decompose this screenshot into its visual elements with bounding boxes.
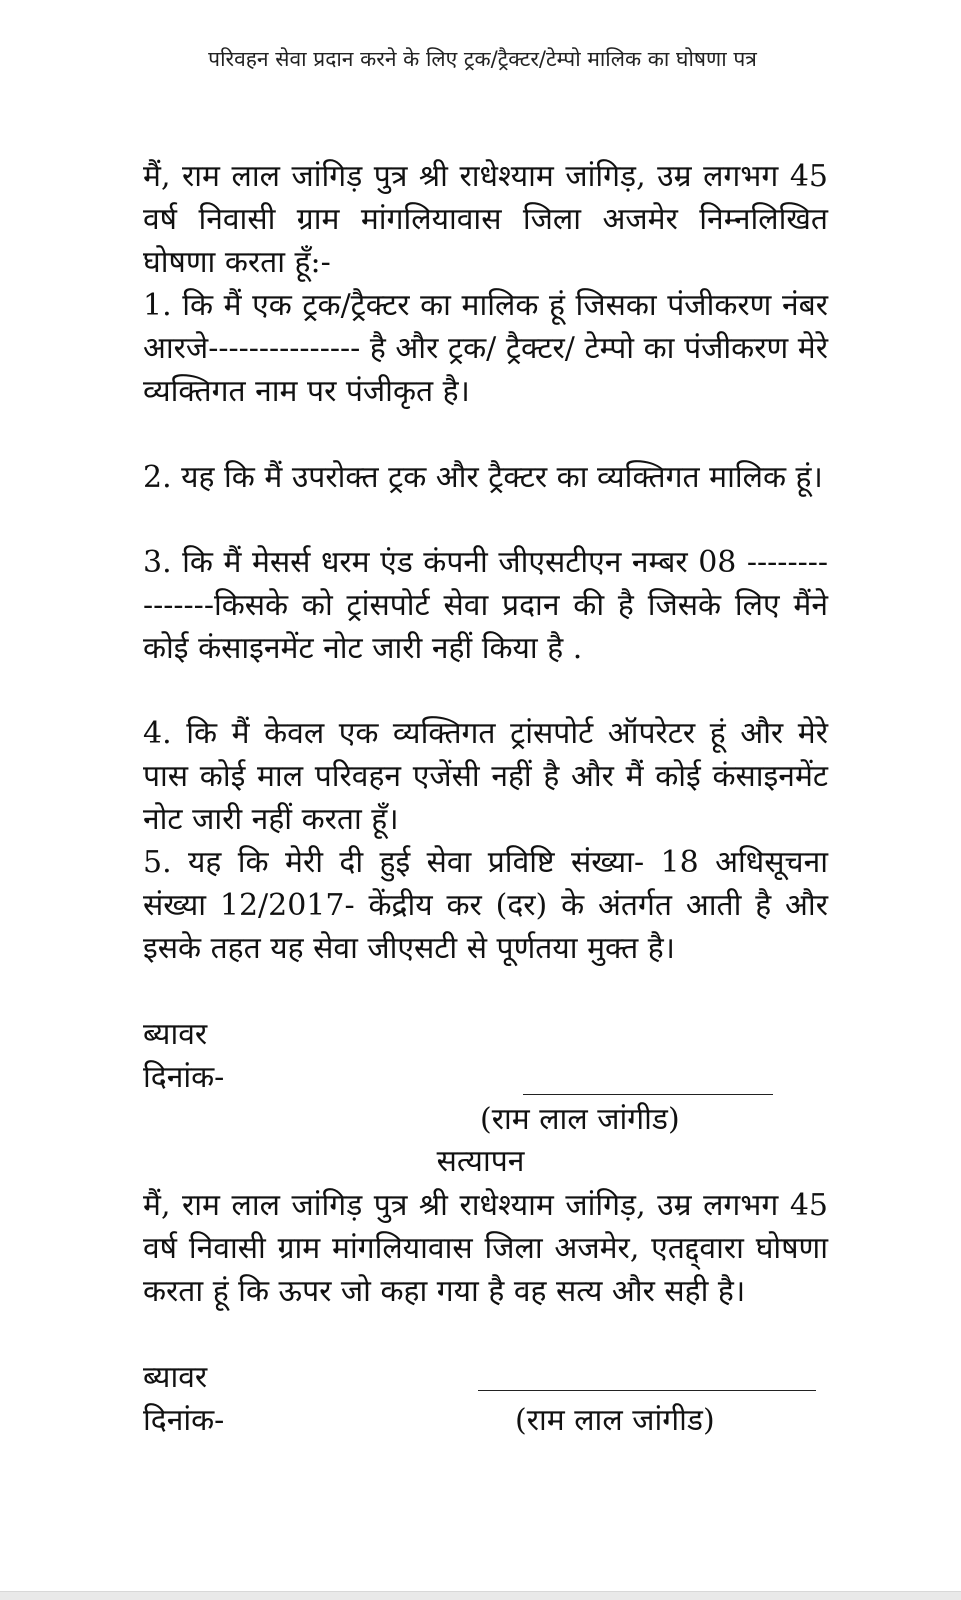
verification-date-label: दिनांक- — [143, 1403, 225, 1438]
date-label: दिनांक- — [143, 1060, 225, 1095]
document-title: परिवहन सेवा प्रदान करने के लिए ट्रक/ट्रैक्टर/टेम्पो मालिक का घोषणा पत्र — [208, 47, 757, 71]
signature-line — [523, 1094, 773, 1095]
verification-signatory-name: (राम लाल जांगीड) — [515, 1403, 715, 1438]
verification-signature-line — [478, 1390, 816, 1391]
signatory-name: (राम लाल जांगीड) — [480, 1102, 680, 1137]
declaration-point-1: 1. कि मैं एक ट्रक/ट्रैक्टर का मालिक हूं जिसका पंजीकरण नंबर आरजे--------------- है और ट्रक/ ट्रैक्टर/ टेम्पो का पंजीकरण मेरे व्यक्तिगत नाम पर पंजीकृत है। — [143, 288, 828, 409]
declaration-intro: मैं, राम लाल जांगिड़ पुत्र श्री राधेश्याम जांगिड़, उम्र लगभग 45 वर्ष निवासी ग्राम मांगलियावास जिला अजमेर निम्नलिखित घोषणा करता हूँ:- — [143, 159, 828, 280]
declaration-point-3: 3. कि मैं मेसर्स धरम एंड कंपनी जीएसटीएन नम्बर 08 ---------------किसके को ट्रांसपोर्ट सेवा प्रदान की है जिसके लिए मैंने कोई कंसाइनमेंट नोट जारी नहीं किया है . — [143, 545, 828, 666]
declaration-point-5: 5. यह कि मेरी दी हुई सेवा प्रविष्टि संख्या- 18 अधिसूचना संख्या 12/2017- केंद्रीय कर (दर) के अंतर्गत आती है और इसके तहत यह सेवा जीएसटी से पूर्णतया मुक्त है। — [143, 845, 828, 966]
declaration-point-4: 4. कि मैं केवल एक व्यक्तिगत ट्रांसपोर्ट ऑपरेटर हूं और मेरे पास कोई माल परिवहन एजेंसी नहीं है और मैं कोई कंसाइनमेंट नोट जारी नहीं करता हूँ। — [143, 716, 828, 837]
verification-text: मैं, राम लाल जांगिड़ पुत्र श्री राधेश्याम जांगिड़, उम्र लगभग 45 वर्ष निवासी ग्राम मांगलियावास जिला अजमेर, एतद्द्वारा घोषणा करता हूं कि ऊपर जो कहा गया है वह सत्य और सही है। — [143, 1188, 828, 1309]
viewer-bottom-edge — [0, 1591, 961, 1600]
declaration-point-2: 2. यह कि मैं उपरोक्त ट्रक और ट्रैक्टर का व्यक्तिगत मालिक हूं। — [143, 460, 823, 495]
verification-heading: सत्यापन — [436, 1144, 525, 1179]
place-label: ब्यावर — [143, 1017, 208, 1052]
verification-place-label: ब्यावर — [143, 1360, 208, 1395]
